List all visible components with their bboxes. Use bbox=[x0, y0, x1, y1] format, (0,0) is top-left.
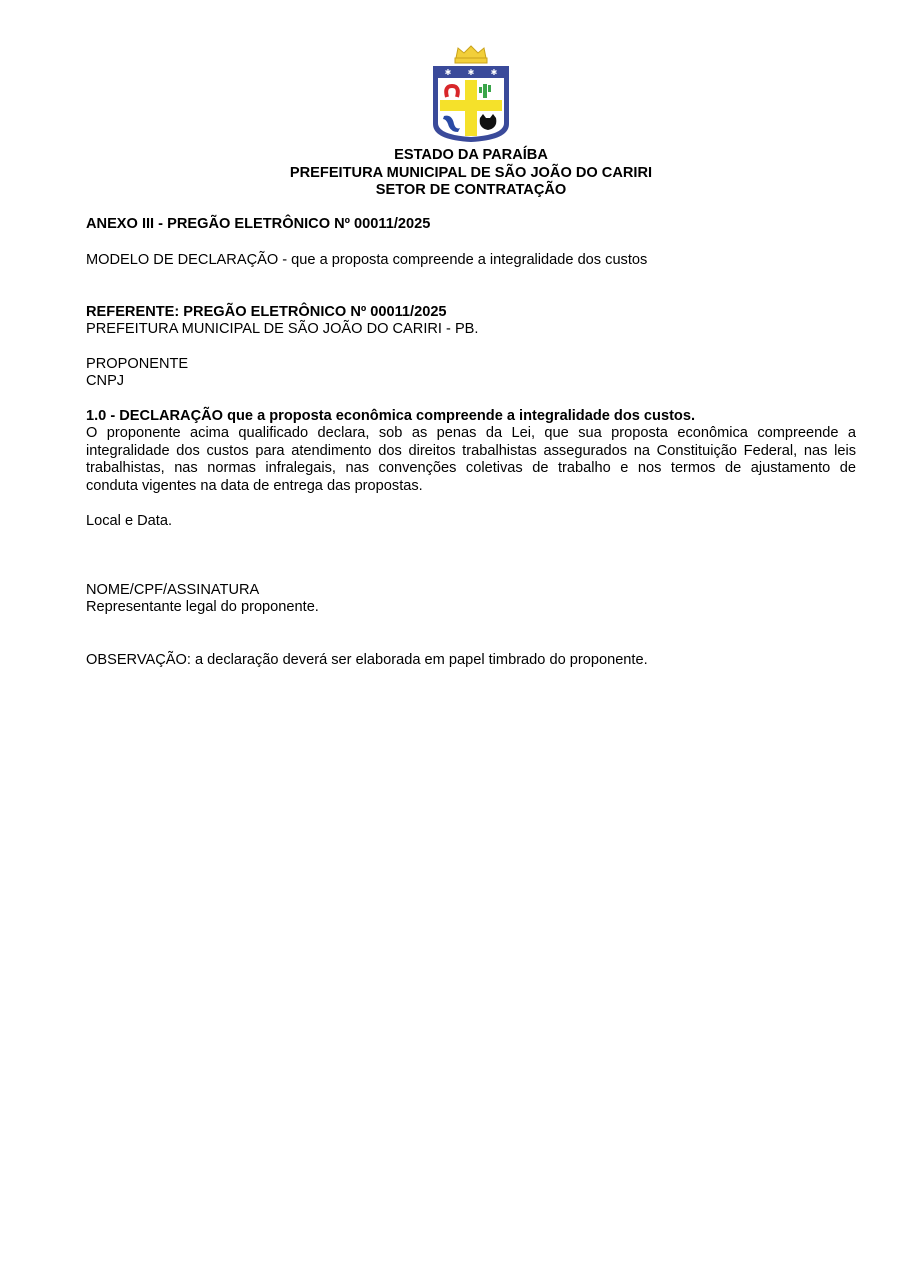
reference-title: REFERENTE: PREGÃO ELETRÔNICO Nº 00011/2025 bbox=[86, 304, 447, 320]
local-date: Local e Data. bbox=[86, 513, 172, 529]
header-sector: SETOR DE CONTRATAÇÃO bbox=[375, 182, 567, 198]
declaration-body bbox=[86, 425, 856, 495]
declaration-line: trabalhistas, nas normas infralegais, nas convenções coletivas de trabalho e nos termos de ajustamento de bbox=[86, 460, 856, 476]
signature-representative: Representante legal do proponente. bbox=[86, 599, 319, 615]
header-state: ESTADO DA PARAÍBA bbox=[394, 147, 548, 163]
reference-entity: PREFEITURA MUNICIPAL DE SÃO JOÃO DO CARIRI - PB. bbox=[86, 321, 479, 337]
document-header bbox=[0, 147, 900, 200]
svg-text:✱: ✱ bbox=[444, 68, 452, 77]
proponent-label: PROPONENTE bbox=[86, 356, 189, 372]
declaration-line: conduta vigentes na data de entrega das propostas. bbox=[86, 477, 423, 494]
header-prefecture: PREFEITURA MUNICIPAL DE SÃO JOÃO DO CARIRI bbox=[289, 164, 653, 181]
declaration-title: 1.0 - DECLARAÇÃO que a proposta econômica compreende a integralidade dos custos. bbox=[86, 408, 696, 424]
observation-note: OBSERVAÇÃO: a declaração deverá ser elaborada em papel timbrado do proponente. bbox=[86, 652, 648, 668]
svg-text:✱: ✱ bbox=[467, 68, 475, 77]
svg-text:✱: ✱ bbox=[490, 68, 498, 77]
proponent-cnpj: CNPJ bbox=[86, 373, 125, 389]
declaration-line: integralidade dos custos para atendimento dos direitos trabalhistas assegurados na Constituição Federal, nas leis bbox=[86, 442, 856, 459]
model-line: MODELO DE DECLARAÇÃO - que a proposta compreende a integralidade dos custos bbox=[86, 252, 648, 268]
declaration-line: O proponente acima qualificado declara, sob as penas da Lei, que sua proposta econômica compreende a bbox=[86, 425, 856, 441]
signature-line: NOME/CPF/ASSINATURA bbox=[86, 582, 260, 598]
coat-of-arms-logo bbox=[428, 44, 514, 144]
annex-title: ANEXO III - PREGÃO ELETRÔNICO Nº 00011/2025 bbox=[86, 216, 431, 232]
